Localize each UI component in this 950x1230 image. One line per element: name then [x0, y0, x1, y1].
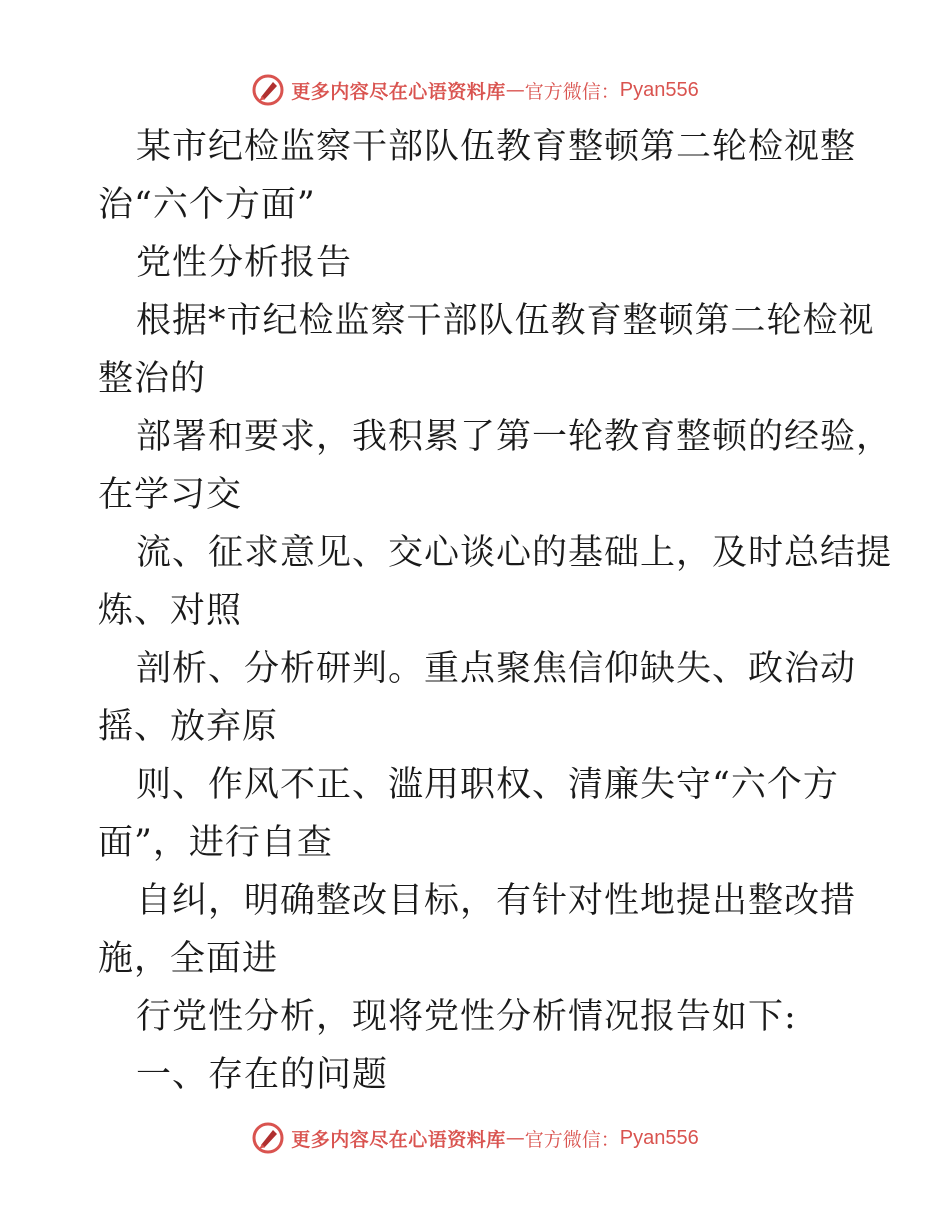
watermark-text: 更多内容尽在心语资料库 — [291, 1128, 506, 1151]
document-line: 根据*市纪检监察干部队伍教育整顿第二轮检视 — [136, 301, 875, 341]
document-line: 流、征求意见、交心谈心的基础上，及时总结提 — [136, 533, 893, 573]
document-line: 炼、对照 — [98, 591, 243, 631]
header-watermark — [0, 70, 950, 110]
document-line: 整治的 — [98, 359, 207, 399]
document-line: 施，全面进 — [98, 939, 279, 979]
document-line: 摇、放弃原 — [98, 707, 279, 747]
document-line: 在学习交 — [98, 475, 243, 515]
watermark-dash: — — [505, 79, 525, 101]
watermark-handle: Pyan556 — [619, 1126, 699, 1149]
watermark-text: 更多内容尽在心语资料库 — [291, 80, 506, 103]
footer-watermark — [0, 1118, 950, 1158]
document-line: 则、作风不正、滥用职权、清廉失守“六个方 — [136, 765, 839, 805]
document-line: 面”，进行自查 — [98, 823, 333, 863]
document-line: 剖析、分析研判。重点聚焦信仰缺失、政治动 — [136, 649, 857, 689]
document-line: 行党性分析，现将党性分析情况报告如下: — [136, 997, 797, 1037]
document-line: 党性分析报告 — [136, 243, 353, 283]
watermark-handle: Pyan556 — [619, 78, 699, 101]
pen-nib-logo-icon — [251, 1121, 285, 1155]
watermark-official-label: 官方微信： — [524, 80, 620, 103]
watermark-dash: — — [505, 1127, 525, 1149]
pen-nib-logo-icon — [251, 73, 285, 107]
document-line: 部署和要求，我积累了第一轮教育整顿的经验， — [136, 417, 893, 457]
document-body — [98, 118, 893, 1104]
watermark-official-label: 官方微信： — [524, 1128, 620, 1151]
document-line: 治“六个方面” — [98, 185, 316, 225]
document-line: 自纠，明确整改目标，有针对性地提出整改措 — [136, 881, 857, 921]
document-line: 一、存在的问题 — [136, 1055, 389, 1095]
document-line: 某市纪检监察干部队伍教育整顿第二轮检视整 — [136, 127, 857, 167]
